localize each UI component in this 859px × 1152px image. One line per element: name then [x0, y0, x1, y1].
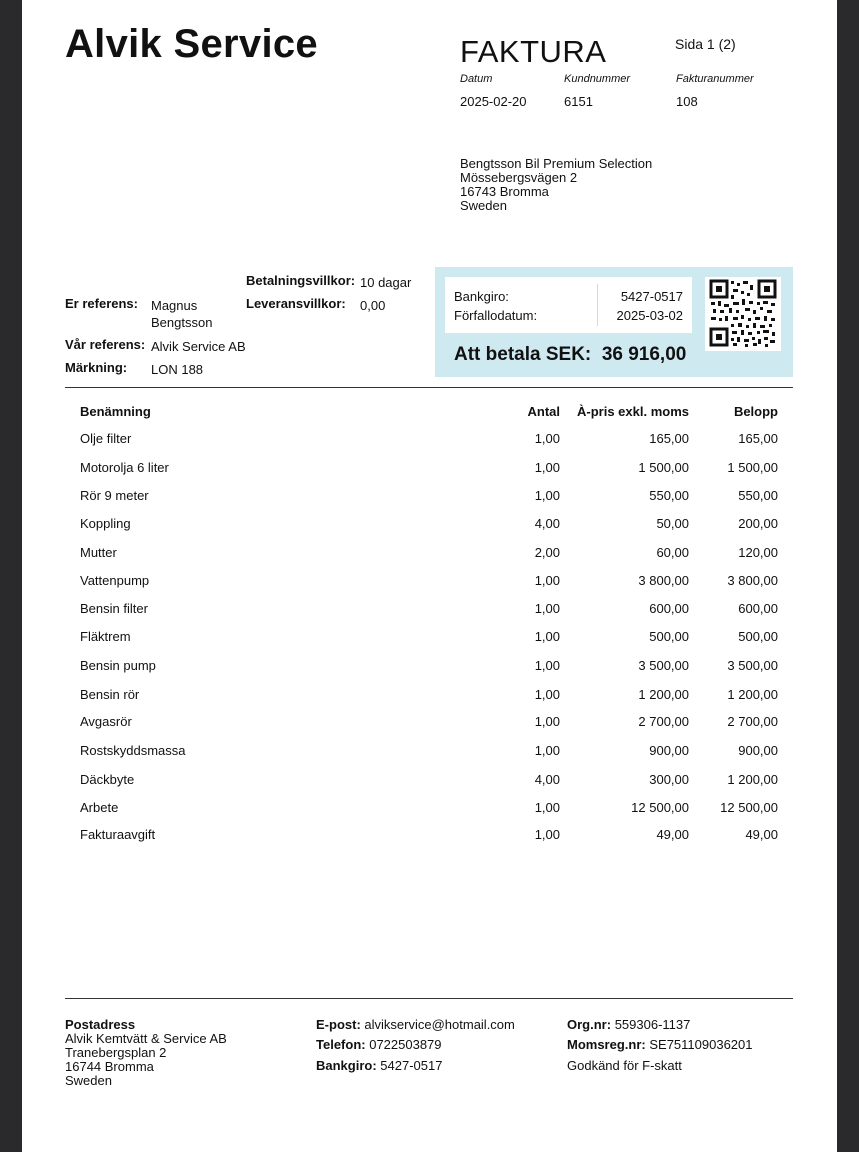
item-name: Bensin rör	[80, 687, 140, 702]
table-row	[22, 743, 837, 763]
item-price: 60,00	[656, 545, 689, 560]
table-row	[22, 658, 837, 678]
item-price: 49,00	[656, 827, 689, 842]
recipient-address	[460, 157, 652, 213]
divider	[597, 284, 598, 326]
marking: LON 188	[151, 362, 204, 377]
table-row	[22, 772, 837, 792]
address-line: Alvik Kemtvätt & Service AB	[65, 1031, 227, 1046]
table-row	[22, 516, 837, 536]
item-qty: 4,00	[534, 772, 560, 787]
item-sum: 600,00	[738, 601, 778, 616]
our-reference-label: Vår referens:	[65, 337, 146, 352]
item-name: Fläktrem	[80, 629, 131, 644]
payment-terms: 10 dagar	[360, 275, 412, 290]
table-row	[22, 573, 837, 593]
item-price: 1 500,00	[638, 460, 689, 475]
item-sum: 12 500,00	[720, 800, 778, 815]
payment-terms-label: Betalningsvillkor:	[246, 273, 356, 288]
footer-bankgiro: 5427-0517	[380, 1058, 443, 1073]
item-price: 550,00	[649, 488, 689, 503]
item-name: Koppling	[80, 516, 131, 531]
item-price: 12 500,00	[631, 800, 689, 815]
invoice-number-label: Fakturanummer	[676, 73, 754, 85]
footer-postal-address	[65, 1018, 227, 1088]
item-price: 900,00	[649, 743, 689, 758]
col-header-price: À-pris exkl. moms	[577, 404, 689, 419]
item-sum: 165,00	[738, 431, 778, 446]
page-indicator: Sida 1 (2)	[675, 36, 736, 52]
item-price: 300,00	[649, 772, 689, 787]
your-reference-label: Er referens:	[65, 296, 138, 311]
item-qty: 1,00	[534, 431, 560, 446]
col-header-qty: Antal	[527, 404, 560, 419]
address-line: Sweden	[460, 198, 507, 213]
item-qty: 1,00	[534, 743, 560, 758]
vat-number: SE751109036201	[649, 1037, 753, 1052]
item-price: 3 800,00	[638, 573, 689, 588]
table-row	[22, 545, 837, 565]
postal-address-label: Postadress	[65, 1017, 136, 1032]
amount-due-value: 36 916,00	[601, 344, 687, 365]
item-name: Arbete	[80, 800, 119, 815]
amount-due-label: Att betala SEK:	[454, 344, 592, 365]
delivery-terms: 0,00	[360, 298, 386, 313]
item-sum: 3 800,00	[727, 573, 778, 588]
item-qty: 1,00	[534, 827, 560, 842]
item-name: Fakturaavgift	[80, 827, 156, 842]
invoice-date: 2025-02-20	[460, 94, 527, 109]
bankgiro-label: Bankgiro:	[454, 289, 509, 304]
org-number-label: Org.nr:	[567, 1017, 612, 1032]
table-row	[22, 629, 837, 649]
org-number: 559306-1137	[614, 1017, 691, 1032]
item-qty: 1,00	[534, 629, 560, 644]
your-reference-line1: Magnus	[151, 298, 198, 313]
item-price: 1 200,00	[638, 687, 689, 702]
due-date: 2025-03-02	[616, 308, 683, 323]
company-name: Alvik Service	[65, 22, 318, 66]
address-line: 16743 Bromma	[460, 184, 549, 199]
item-sum: 1 200,00	[727, 687, 778, 702]
item-qty: 2,00	[534, 545, 560, 560]
item-name: Däckbyte	[80, 772, 135, 787]
item-qty: 1,00	[534, 488, 560, 503]
item-sum: 3 500,00	[727, 658, 778, 673]
table-row	[22, 431, 837, 451]
item-qty: 1,00	[534, 658, 560, 673]
footer-bankgiro-label: Bankgiro:	[316, 1058, 377, 1073]
item-sum: 2 700,00	[727, 714, 778, 729]
date-label: Datum	[460, 73, 493, 85]
due-date-label: Förfallodatum:	[454, 308, 538, 323]
item-name: Motorolja 6 liter	[80, 460, 169, 475]
footer-legal	[567, 1018, 753, 1073]
your-reference-line2: Bengtsson	[151, 315, 213, 330]
divider	[65, 998, 793, 999]
address-line: Bengtsson Bil Premium Selection	[460, 156, 653, 171]
table-row	[22, 601, 837, 621]
table-row	[22, 687, 837, 707]
marking-label: Märkning:	[65, 360, 128, 375]
table-row	[22, 800, 837, 820]
col-header-name: Benämning	[80, 404, 151, 419]
item-price: 3 500,00	[638, 658, 689, 673]
item-sum: 1 500,00	[727, 460, 778, 475]
table-row	[22, 827, 837, 847]
delivery-terms-label: Leveransvillkor:	[246, 296, 346, 311]
item-name: Mutter	[80, 545, 117, 560]
email: alvikservice@hotmail.com	[364, 1017, 515, 1032]
address-line: Sweden	[65, 1073, 112, 1088]
item-qty: 1,00	[534, 714, 560, 729]
invoice-page	[22, 0, 837, 1152]
item-sum: 120,00	[738, 545, 778, 560]
item-sum: 500,00	[738, 629, 778, 644]
amount-due	[454, 344, 686, 366]
item-price: 600,00	[649, 601, 689, 616]
item-name: Avgasrör	[80, 714, 132, 729]
item-name: Rör 9 meter	[80, 488, 149, 503]
qr-code-icon	[705, 277, 781, 351]
vat-number-label: Momsreg.nr:	[567, 1037, 646, 1052]
table-row	[22, 714, 837, 734]
address-line: Mössebergsvägen 2	[460, 170, 578, 185]
item-name: Bensin filter	[80, 601, 148, 616]
email-label: E-post:	[316, 1017, 361, 1032]
divider	[65, 387, 793, 388]
item-qty: 1,00	[534, 573, 560, 588]
phone-label: Telefon:	[316, 1037, 366, 1052]
table-row	[22, 488, 837, 508]
document-title: FAKTURA	[460, 34, 607, 69]
payment-details	[445, 277, 692, 333]
bankgiro-value: 5427-0517	[620, 289, 683, 304]
address-line: 16744 Bromma	[65, 1059, 154, 1074]
item-name: Olje filter	[80, 431, 132, 446]
item-price: 165,00	[649, 431, 689, 446]
item-sum: 1 200,00	[727, 772, 778, 787]
item-price: 2 700,00	[638, 714, 689, 729]
payment-box	[435, 267, 793, 377]
item-name: Rostskyddsmassa	[80, 743, 186, 758]
item-name: Vattenpump	[80, 573, 150, 588]
item-qty: 1,00	[534, 687, 560, 702]
invoice-number: 108	[676, 94, 698, 109]
item-qty: 1,00	[534, 460, 560, 475]
f-tax-approval: Godkänd för F-skatt	[567, 1058, 682, 1073]
item-qty: 1,00	[534, 800, 560, 815]
item-sum: 550,00	[738, 488, 778, 503]
phone: 0722503879	[369, 1037, 442, 1052]
item-sum: 200,00	[738, 516, 778, 531]
item-qty: 4,00	[534, 516, 560, 531]
item-name: Bensin pump	[80, 658, 156, 673]
item-sum: 900,00	[738, 743, 778, 758]
col-header-sum: Belopp	[733, 404, 778, 419]
item-price: 50,00	[656, 516, 689, 531]
footer-contact	[316, 1018, 515, 1073]
address-line: Tranebergsplan 2	[65, 1045, 167, 1060]
table-row	[22, 460, 837, 480]
item-price: 500,00	[649, 629, 689, 644]
our-reference: Alvik Service AB	[151, 339, 246, 354]
customer-number-label: Kundnummer	[564, 73, 631, 85]
customer-number: 6151	[564, 94, 593, 109]
item-qty: 1,00	[534, 601, 560, 616]
item-sum: 49,00	[745, 827, 778, 842]
